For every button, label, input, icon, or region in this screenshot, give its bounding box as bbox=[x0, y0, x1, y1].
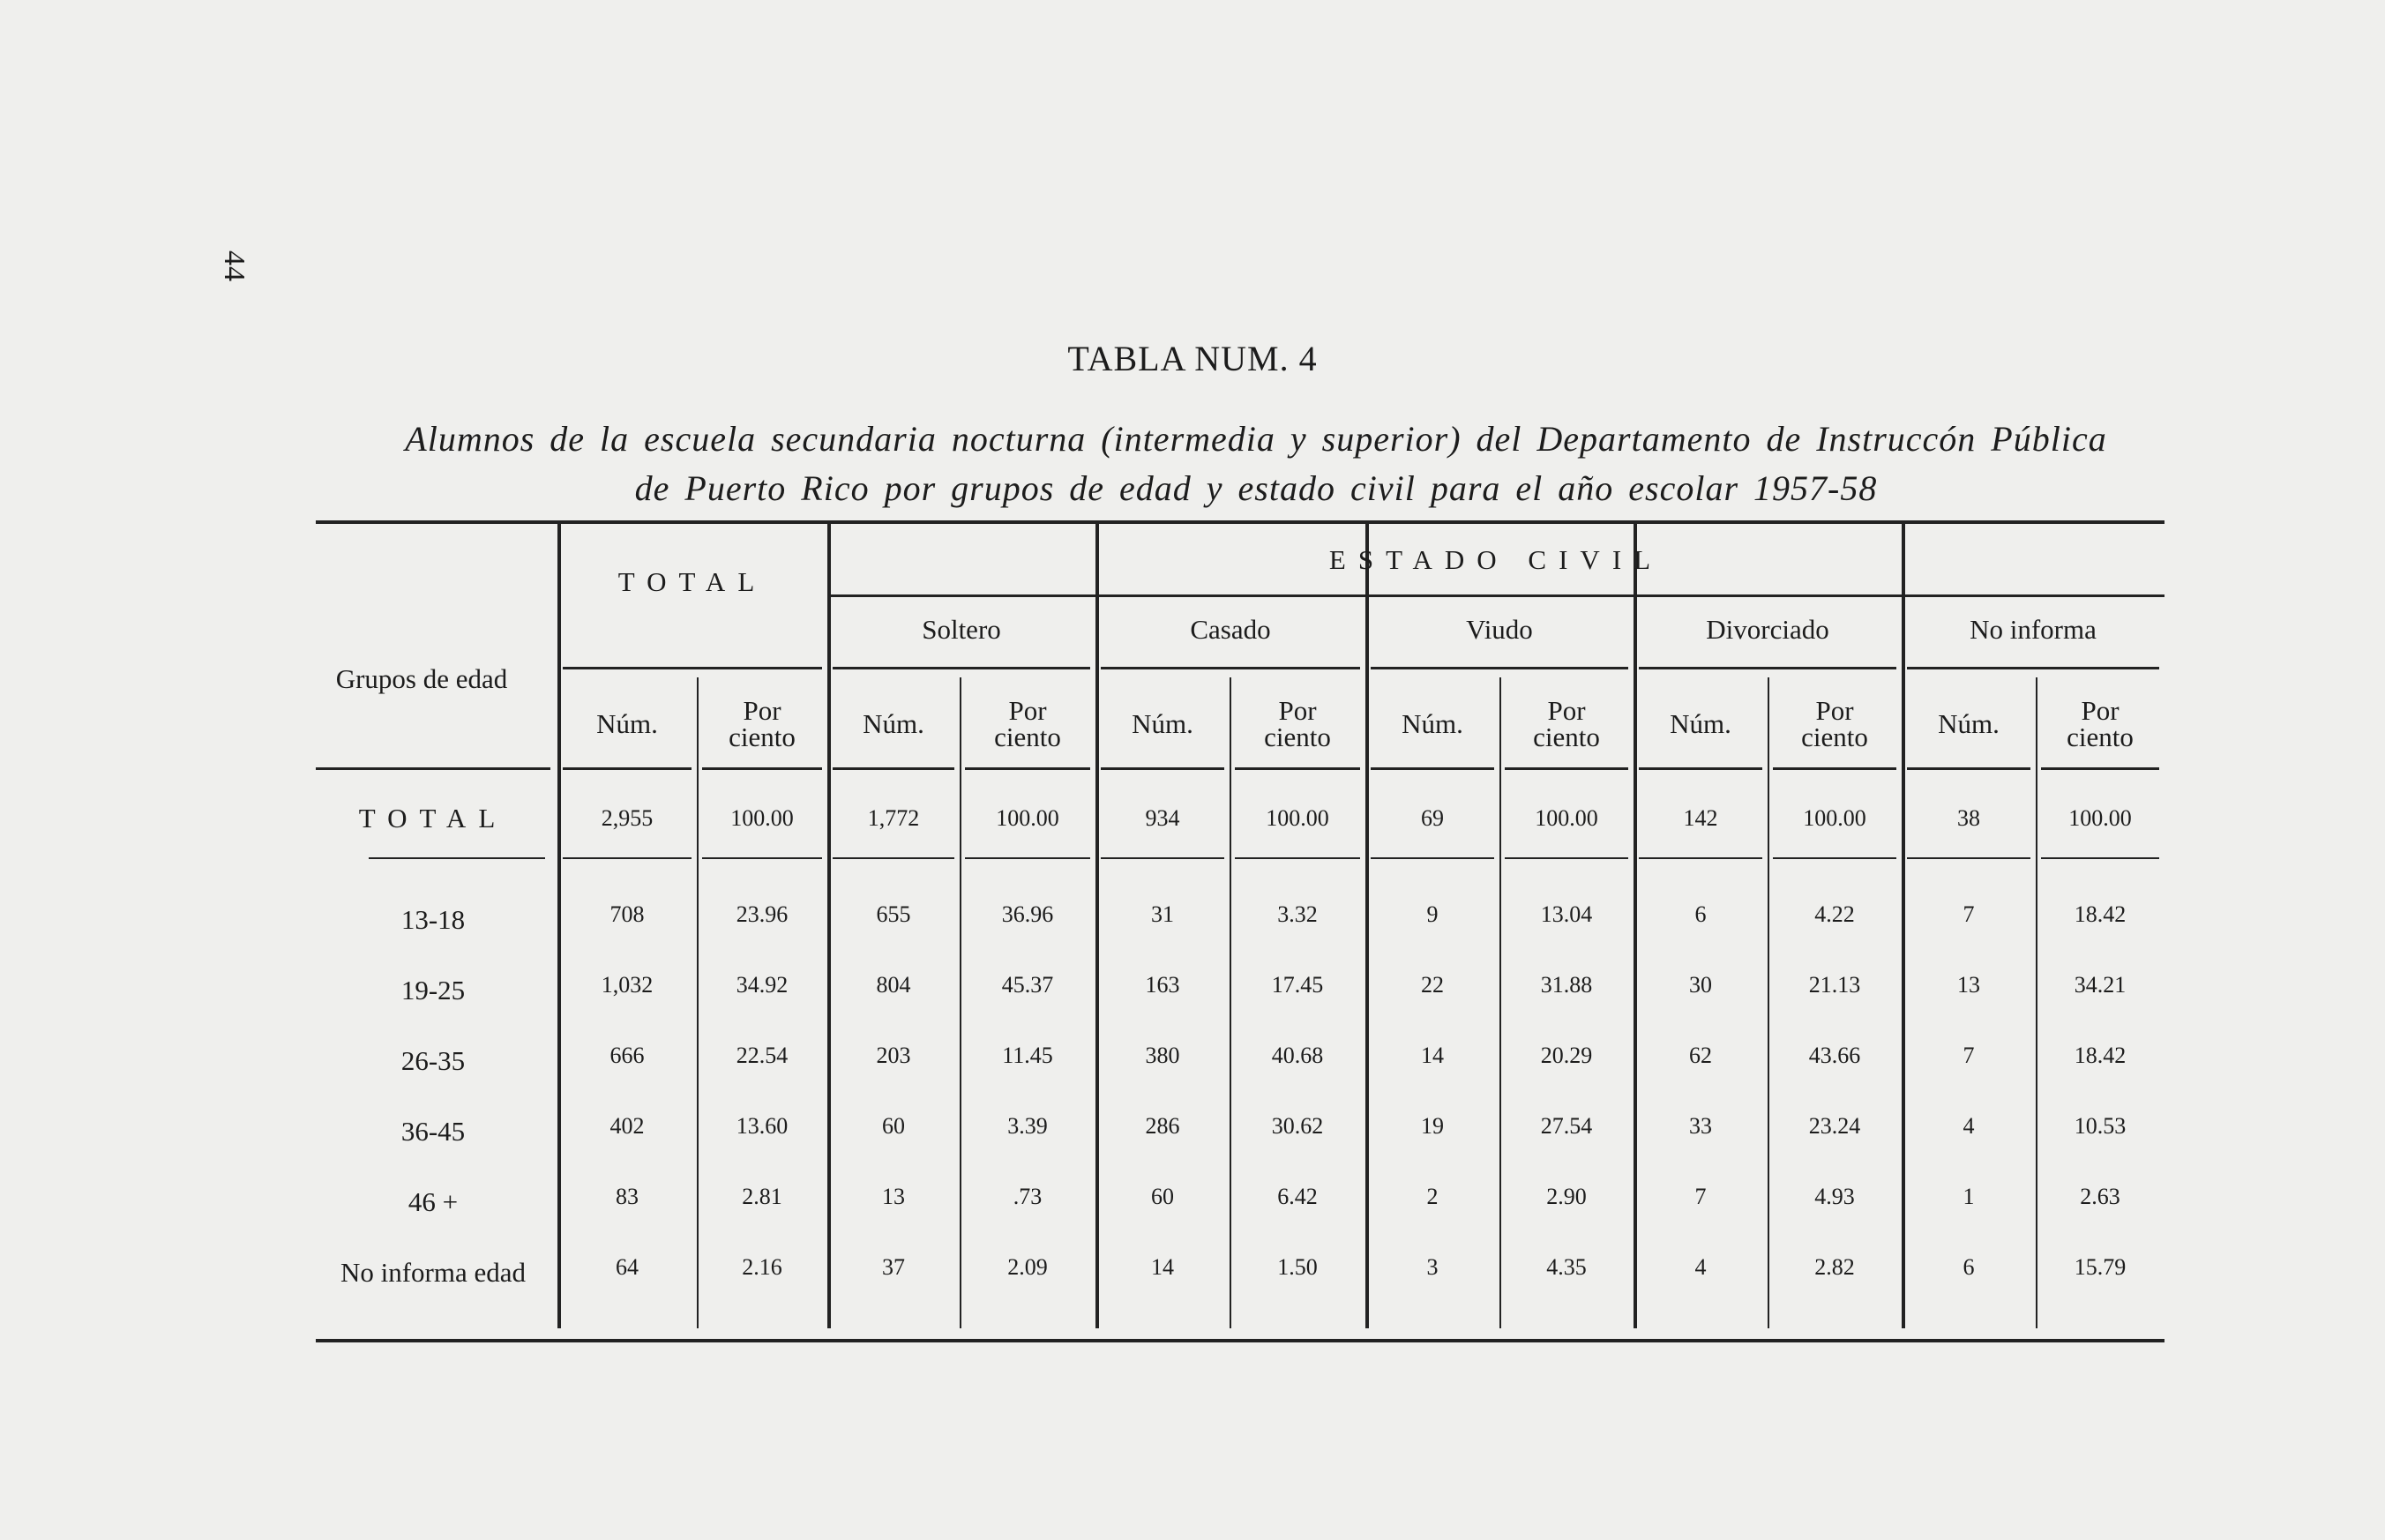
header-bottom-rule bbox=[1371, 767, 1494, 770]
data-cell: 43.66 bbox=[1808, 1043, 1861, 1068]
data-cell: 4 bbox=[1963, 1113, 1975, 1139]
data-cell: 30.62 bbox=[1271, 1113, 1324, 1139]
data-cell: 380 bbox=[1145, 1043, 1180, 1068]
data-cell: 2.90 bbox=[1546, 1184, 1587, 1209]
header-bottom-rule bbox=[1505, 767, 1628, 770]
num-column-header: Núm. bbox=[863, 708, 924, 739]
header-bottom-rule bbox=[1235, 767, 1360, 770]
data-cell: 21.13 bbox=[1808, 972, 1861, 998]
data-cell: 7 bbox=[1963, 1043, 1975, 1068]
header-bottom-rule bbox=[316, 767, 550, 770]
data-cell: 4 bbox=[1694, 1254, 1707, 1280]
data-cell: 13 bbox=[1957, 972, 1980, 998]
data-cell: 22 bbox=[1421, 972, 1444, 998]
data-cell: 23.24 bbox=[1808, 1113, 1861, 1139]
data-cell: 37 bbox=[882, 1254, 905, 1280]
data-cell: 34.92 bbox=[736, 972, 789, 998]
header-bottom-rule bbox=[563, 767, 692, 770]
estado-civil-header: ESTADO CIVIL bbox=[1328, 544, 1664, 575]
data-cell: 286 bbox=[1145, 1113, 1180, 1139]
group-header-rule bbox=[1907, 667, 2159, 669]
data-cell: .73 bbox=[1013, 1184, 1043, 1209]
group-header-rule bbox=[1101, 667, 1360, 669]
row-label: No informa edad bbox=[340, 1257, 527, 1288]
data-cell: 708 bbox=[609, 901, 645, 927]
data-cell: 163 bbox=[1145, 972, 1180, 998]
row-label: 26-35 bbox=[400, 1045, 466, 1076]
row-label: 19-25 bbox=[400, 975, 466, 1005]
total-row-rule bbox=[833, 857, 954, 859]
group-header-rule bbox=[1371, 667, 1628, 669]
data-cell: 6 bbox=[1963, 1254, 1975, 1280]
data-cell: 3.39 bbox=[1007, 1113, 1048, 1139]
table-bottom-rule bbox=[316, 1339, 2164, 1342]
row-header-label: Grupos de edad bbox=[335, 663, 508, 694]
data-cell: 4.22 bbox=[1814, 901, 1855, 927]
total-row-label: TOTAL bbox=[358, 803, 508, 834]
total-row-cell: 100.00 bbox=[1803, 805, 1866, 831]
pct-column-header: Por ciento bbox=[1264, 695, 1331, 752]
data-cell: 666 bbox=[609, 1043, 645, 1068]
data-cell: 40.68 bbox=[1271, 1043, 1324, 1068]
estado-civil-rule bbox=[827, 594, 2164, 597]
data-cell: 1.50 bbox=[1277, 1254, 1318, 1280]
total-row-rule bbox=[1639, 857, 1762, 859]
num-column-header: Núm. bbox=[1132, 708, 1193, 739]
total-row-cell: 1,772 bbox=[867, 805, 920, 831]
subtitle-line-1: Alumnos de la escuela secundaria nocturna (intermedia y superior) del Departamento de Instruccón Pública bbox=[405, 419, 2107, 459]
data-cell: 2 bbox=[1426, 1184, 1439, 1209]
data-cell: 18.42 bbox=[2074, 1043, 2127, 1068]
data-cell: 402 bbox=[609, 1113, 645, 1139]
total-row-cell: 142 bbox=[1683, 805, 1718, 831]
group-header-casado: Casado bbox=[1190, 614, 1271, 645]
pct-column-header: Por ciento bbox=[729, 695, 796, 752]
data-cell: 31 bbox=[1151, 901, 1174, 927]
data-cell: 1 bbox=[1963, 1184, 1975, 1209]
data-cell: 45.37 bbox=[1001, 972, 1054, 998]
data-cell: 13 bbox=[882, 1184, 905, 1209]
data-cell: 13.04 bbox=[1540, 901, 1593, 927]
header-bottom-rule bbox=[833, 767, 954, 770]
total-row-cell: 934 bbox=[1145, 805, 1180, 831]
row-label: 46 + bbox=[407, 1186, 459, 1217]
group-header-rule bbox=[833, 667, 1090, 669]
data-cell: 64 bbox=[616, 1254, 639, 1280]
data-cell: 3.32 bbox=[1277, 901, 1318, 927]
total-header: TOTAL bbox=[617, 566, 767, 597]
data-cell: 4.93 bbox=[1814, 1184, 1855, 1209]
total-row-cell: 100.00 bbox=[2068, 805, 2132, 831]
data-cell: 33 bbox=[1689, 1113, 1712, 1139]
data-cell: 7 bbox=[1963, 901, 1975, 927]
page-number: 44 bbox=[218, 250, 250, 282]
data-cell: 17.45 bbox=[1271, 972, 1324, 998]
total-row-rule bbox=[965, 857, 1090, 859]
total-row-rule bbox=[1907, 857, 2030, 859]
data-cell: 3 bbox=[1426, 1254, 1439, 1280]
data-table bbox=[316, 520, 2164, 1341]
header-bottom-rule bbox=[1639, 767, 1762, 770]
data-cell: 6 bbox=[1694, 901, 1707, 927]
total-row-cell: 100.00 bbox=[1535, 805, 1598, 831]
group-header-viudo: Viudo bbox=[1466, 614, 1533, 645]
num-column-header: Núm. bbox=[1670, 708, 1731, 739]
header-bottom-rule bbox=[1773, 767, 1896, 770]
header-bottom-rule bbox=[2041, 767, 2159, 770]
table-top-rule bbox=[316, 520, 2164, 524]
data-cell: 13.60 bbox=[736, 1113, 789, 1139]
data-cell: 23.96 bbox=[736, 901, 789, 927]
data-cell: 36.96 bbox=[1001, 901, 1054, 927]
data-cell: 30 bbox=[1689, 972, 1712, 998]
total-row-cell: 69 bbox=[1421, 805, 1444, 831]
total-row-rule bbox=[2041, 857, 2159, 859]
total-row-rule bbox=[369, 857, 545, 859]
data-cell: 9 bbox=[1426, 901, 1439, 927]
num-column-header: Núm. bbox=[596, 708, 658, 739]
data-cell: 7 bbox=[1694, 1184, 1707, 1209]
data-cell: 203 bbox=[876, 1043, 911, 1068]
total-row-rule bbox=[1773, 857, 1896, 859]
data-cell: 2.81 bbox=[742, 1184, 782, 1209]
header-bottom-rule bbox=[1907, 767, 2030, 770]
data-cell: 22.54 bbox=[736, 1043, 789, 1068]
data-cell: 6.42 bbox=[1277, 1184, 1318, 1209]
header-bottom-rule bbox=[965, 767, 1090, 770]
total-row-cell: 38 bbox=[1957, 805, 1980, 831]
total-row-rule bbox=[702, 857, 822, 859]
total-row-rule bbox=[1235, 857, 1360, 859]
data-cell: 18.42 bbox=[2074, 901, 2127, 927]
group-header-no-informa: No informa bbox=[1970, 614, 2097, 645]
data-cell: 804 bbox=[876, 972, 911, 998]
group-header-rule bbox=[1639, 667, 1896, 669]
num-column-header: Núm. bbox=[1402, 708, 1463, 739]
data-cell: 15.79 bbox=[2074, 1254, 2127, 1280]
total-row-rule bbox=[1101, 857, 1224, 859]
pct-column-header: Por ciento bbox=[2067, 695, 2134, 752]
data-cell: 10.53 bbox=[2074, 1113, 2127, 1139]
data-cell: 11.45 bbox=[1002, 1043, 1053, 1068]
group-header-rule bbox=[563, 667, 822, 669]
data-cell: 2.82 bbox=[1814, 1254, 1855, 1280]
total-row-rule bbox=[1371, 857, 1494, 859]
pct-column-header: Por ciento bbox=[1801, 695, 1868, 752]
data-cell: 27.54 bbox=[1540, 1113, 1593, 1139]
table-subtitle bbox=[318, 415, 2194, 513]
num-column-header: Núm. bbox=[1938, 708, 2000, 739]
data-cell: 83 bbox=[616, 1184, 639, 1209]
pct-column-header: Por ciento bbox=[1533, 695, 1600, 752]
subtitle-line-2: de Puerto Rico por grupos de edad y estado civil para el año escolar 1957-58 bbox=[634, 468, 1878, 508]
header-bottom-rule bbox=[1101, 767, 1224, 770]
data-cell: 2.16 bbox=[742, 1254, 782, 1280]
row-label: 13-18 bbox=[400, 904, 466, 935]
data-cell: 60 bbox=[882, 1113, 905, 1139]
data-cell: 31.88 bbox=[1540, 972, 1593, 998]
data-cell: 2.09 bbox=[1007, 1254, 1048, 1280]
total-row-rule bbox=[563, 857, 692, 859]
data-cell: 60 bbox=[1151, 1184, 1174, 1209]
total-row-cell: 2,955 bbox=[601, 805, 654, 831]
total-row-cell: 100.00 bbox=[1266, 805, 1329, 831]
total-row-rule bbox=[1505, 857, 1628, 859]
total-row-cell: 100.00 bbox=[730, 805, 794, 831]
pct-column-header: Por ciento bbox=[994, 695, 1061, 752]
data-cell: 20.29 bbox=[1540, 1043, 1593, 1068]
data-cell: 4.35 bbox=[1546, 1254, 1587, 1280]
data-cell: 2.63 bbox=[2080, 1184, 2120, 1209]
row-label: 36-45 bbox=[400, 1116, 466, 1147]
data-cell: 1,032 bbox=[601, 972, 654, 998]
total-row-cell: 100.00 bbox=[996, 805, 1059, 831]
table-title: TABLA NUM. 4 bbox=[1067, 339, 1318, 378]
group-header-soltero: Soltero bbox=[922, 614, 1001, 645]
data-cell: 655 bbox=[876, 901, 911, 927]
group-header-divorciado: Divorciado bbox=[1706, 614, 1829, 645]
header-bottom-rule bbox=[702, 767, 822, 770]
data-cell: 34.21 bbox=[2074, 972, 2127, 998]
data-cell: 62 bbox=[1689, 1043, 1712, 1068]
data-cell: 19 bbox=[1421, 1113, 1444, 1139]
data-cell: 14 bbox=[1421, 1043, 1444, 1068]
data-cell: 14 bbox=[1151, 1254, 1174, 1280]
